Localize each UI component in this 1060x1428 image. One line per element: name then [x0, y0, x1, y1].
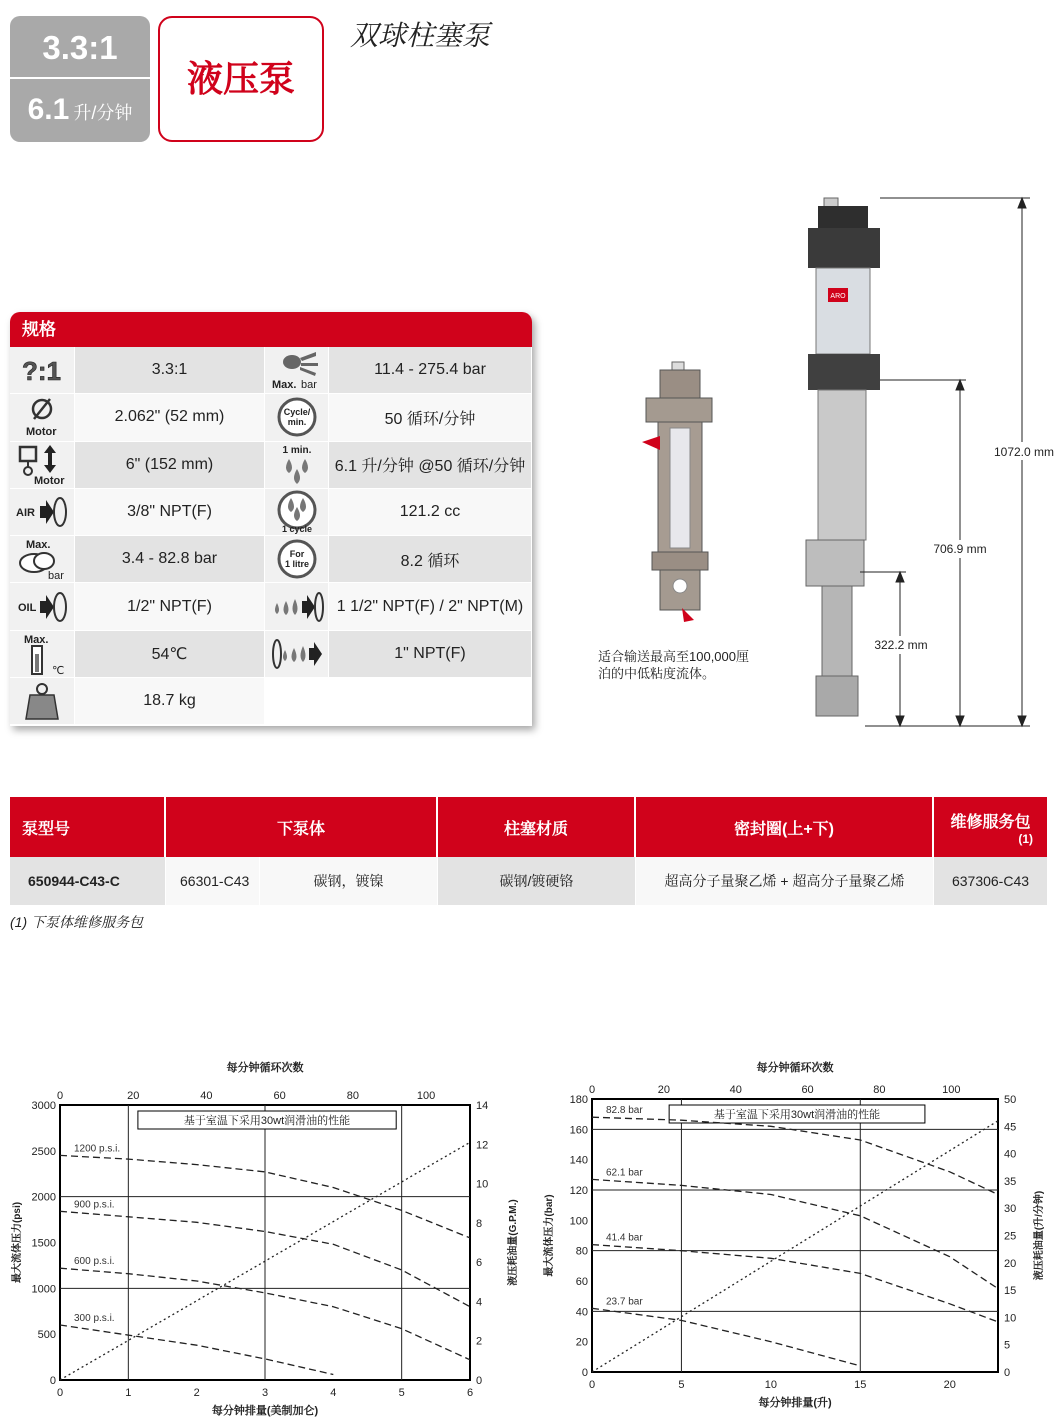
y-axis-label: 最大流体压力(psi)	[12, 1201, 23, 1284]
y2-tick-label: 10	[476, 1178, 489, 1191]
y-tick-label: 100	[569, 1215, 588, 1228]
x-tick-label: 4	[330, 1387, 337, 1399]
top-axis-label: 每分钟循环次数	[756, 1062, 834, 1074]
motor-stroke-label: Motor	[34, 474, 65, 487]
empty-value-cell	[329, 678, 532, 725]
parts-header-row	[10, 797, 1047, 857]
y2-tick-label: 0	[476, 1375, 483, 1387]
y2-tick-label: 6	[476, 1257, 483, 1270]
spec-displacement-value: 121.2 cc	[329, 489, 532, 536]
x-axis-label: 每分钟排量(美制加仑)	[211, 1405, 319, 1417]
y2-tick-label: 35	[1004, 1175, 1017, 1188]
one-cycle-label: 1 cycle	[281, 524, 312, 535]
cell-seals: 超高分子量聚乙烯 + 超高分子量聚乙烯	[636, 857, 934, 905]
top-tick-label: 0	[56, 1090, 64, 1102]
spec-motor-stroke-value: 6" (152 mm)	[75, 442, 265, 489]
cycle-min-label-2: min.	[287, 417, 306, 428]
header-lower-pump: 下泵体	[166, 797, 438, 857]
y2-tick-label: 4	[476, 1296, 483, 1309]
dim-low-label: 322.2 mm	[874, 638, 928, 652]
cell-service-kit: 637306-C43	[934, 857, 1047, 905]
spec-grid	[10, 347, 532, 725]
y2-tick-label: 5	[1004, 1339, 1011, 1352]
top-tick-label: 100	[416, 1090, 436, 1102]
flow-unit: 升/分钟	[73, 103, 133, 123]
y2-tick-label: 14	[476, 1100, 489, 1112]
celsius-label: ℃	[52, 664, 65, 676]
x-tick-label: 1	[125, 1387, 132, 1399]
flow-per-minute-icon	[265, 442, 329, 489]
y-tick-label: 40	[575, 1306, 588, 1319]
x-tick-label: 20	[943, 1379, 956, 1391]
max-temp-label: Max.	[24, 633, 49, 646]
caption-line-2: 泊的中低粘度流体。	[598, 666, 716, 681]
series-label: 82.8 bar	[606, 1105, 643, 1117]
max-fluid-pressure-icon	[265, 347, 329, 394]
series-label: 23.7 bar	[606, 1296, 643, 1308]
motor-label: Motor	[26, 426, 57, 439]
spec-fluid-outlet-value: 1" NPT(F)	[329, 631, 532, 678]
y2-tick-label: 12	[476, 1139, 489, 1152]
cell-plunger: 碳钢/镀硬铬	[438, 857, 636, 905]
header-seals: 密封圈(上+下)	[636, 797, 934, 857]
footnote: (1) 下泵体维修服务包	[10, 914, 143, 930]
oil-inlet-icon	[10, 583, 75, 630]
for-label: For	[289, 549, 304, 560]
header-service-kit	[934, 797, 1047, 857]
top-tick-label: 0	[588, 1084, 596, 1096]
y-tick-label: 80	[575, 1245, 588, 1258]
cycles-per-minute-icon	[265, 394, 329, 441]
y-tick-label: 1000	[31, 1283, 56, 1296]
cycles-per-litre-icon	[265, 536, 329, 583]
x-tick-label: 0	[588, 1379, 596, 1391]
cycle-min-label: Cycle/	[283, 407, 310, 418]
y2-tick-label: 15	[1004, 1285, 1017, 1298]
y2-tick-label: 8	[476, 1217, 483, 1230]
motor-diameter-icon	[10, 394, 75, 441]
cell-lower-pump: 66301-C43	[166, 857, 260, 905]
y-tick-label: 180	[569, 1094, 588, 1106]
dim-total-label: 1072.0 mm	[993, 445, 1055, 459]
y2-axis-label: 液压耗油量(G.P.M.)	[508, 1199, 519, 1286]
service-kit-label: 维修服务包	[950, 813, 1031, 831]
spec-max-temperature-value: 54℃	[75, 631, 265, 678]
x-tick-label: 6	[466, 1387, 474, 1399]
max-label: Max.	[271, 379, 296, 392]
page-title: 双球柱塞泵	[350, 20, 491, 51]
y2-tick-label: 2	[476, 1335, 483, 1348]
plot-frame	[592, 1099, 998, 1372]
spec-air-inlet-value: 3/8" NPT(F)	[75, 489, 265, 536]
one-min-label: 1 min.	[282, 444, 311, 456]
parts-table	[10, 797, 1047, 905]
empty-icon-cell	[265, 678, 329, 725]
fluid-outlet-icon	[265, 631, 329, 678]
dim-mid-label: 706.9 mm	[933, 542, 987, 556]
y2-tick-label: 40	[1004, 1148, 1017, 1161]
top-tick-label: 40	[200, 1090, 213, 1102]
chart-psi-svg	[0, 1055, 530, 1423]
ratio-icon	[10, 347, 75, 394]
y2-axis-label: 液压耗油量(升/分钟)	[1034, 1190, 1045, 1281]
y-tick-label: 20	[575, 1336, 588, 1349]
chart-bar-svg	[530, 1055, 1060, 1423]
y2-tick-label: 10	[1004, 1312, 1017, 1325]
x-tick-label: 5	[678, 1379, 685, 1391]
max-oil-pressure-icon	[10, 536, 75, 583]
x-tick-label: 2	[193, 1387, 200, 1399]
pump-type-badge: 液压泵	[158, 16, 324, 142]
y-tick-label: 500	[37, 1329, 56, 1342]
top-axis-label: 每分钟循环次数	[226, 1062, 304, 1074]
air-label: AIR	[16, 507, 35, 520]
y2-tick-label: 25	[1004, 1230, 1017, 1243]
spec-oil-inlet-value: 1/2" NPT(F)	[75, 583, 265, 630]
motor-stroke-icon	[10, 442, 75, 489]
series-label: 1200 p.s.i.	[74, 1143, 121, 1155]
caption-line-1: 适合输送最高至100,000厘	[598, 649, 749, 664]
flow-value: 6.1	[27, 93, 70, 126]
y2-tick-label: 45	[1004, 1121, 1017, 1134]
x-tick-label: 0	[56, 1387, 64, 1399]
series-label: 62.1 bar	[606, 1167, 643, 1179]
bar-label: bar	[300, 379, 317, 392]
top-tick-label: 80	[873, 1084, 886, 1096]
y-tick-label: 60	[575, 1276, 588, 1288]
air-inlet-icon	[10, 489, 75, 536]
service-kit-note: (1)	[1018, 831, 1033, 846]
x-axis-label: 每分钟排量(升)	[758, 1397, 832, 1409]
spec-flow-per-minute-value: 6.1 升/分钟 @50 循环/分钟	[329, 442, 532, 489]
x-tick-label: 5	[398, 1387, 405, 1399]
series-label: 900 p.s.i.	[74, 1199, 115, 1211]
brand-label: ARO	[830, 293, 846, 300]
y-tick-label: 2000	[31, 1191, 56, 1204]
one-litre-label: 1 litre	[284, 559, 309, 570]
top-tick-label: 20	[127, 1090, 140, 1102]
oil-bar-label: bar	[48, 570, 64, 582]
series-label: 41.4 bar	[606, 1232, 643, 1244]
chart-title: 基于室温下采用30wt润滑油的性能	[183, 1115, 351, 1127]
y-tick-label: 0	[581, 1367, 588, 1379]
spec-motor-diameter-value: 2.062" (52 mm)	[75, 394, 265, 441]
spec-max-fluid-pressure-value: 11.4 - 275.4 bar	[329, 347, 532, 394]
y-tick-label: 120	[569, 1185, 588, 1197]
fluid-inlet-icon	[265, 583, 329, 630]
oil-label: OIL	[18, 601, 37, 614]
chart-title: 基于室温下采用30wt润滑油的性能	[713, 1109, 881, 1121]
series-label: 600 p.s.i.	[74, 1256, 115, 1268]
ratio-value: 3.3:1	[10, 16, 150, 79]
spec-cycles-per-litre-value: 8.2 循环	[329, 536, 532, 583]
top-tick-label: 60	[801, 1084, 814, 1096]
displacement-per-cycle-icon	[265, 489, 329, 536]
x-tick-label: 15	[854, 1379, 867, 1391]
parts-data-row	[10, 857, 1047, 905]
flow-badge	[10, 79, 150, 140]
y2-tick-label: 20	[1004, 1257, 1017, 1270]
cutaway-pump-image	[642, 362, 712, 622]
x-tick-label: 3	[261, 1387, 269, 1399]
cell-model: 650944-C43-C	[10, 857, 166, 905]
y2-tick-label: 30	[1004, 1203, 1017, 1216]
svg-text:?:1: ?:1	[22, 356, 61, 386]
spec-cycles-per-minute-value: 50 循环/分钟	[329, 394, 532, 441]
max-oil-label: Max.	[26, 539, 51, 552]
chart-psi	[0, 1055, 530, 1428]
header-plunger: 柱塞材质	[438, 797, 636, 857]
spec-ratio-value: 3.3:1	[75, 347, 265, 394]
series-label: 300 p.s.i.	[74, 1313, 115, 1324]
y-tick-label: 2500	[31, 1145, 56, 1158]
y-axis-label: 最大流体压力(bar)	[544, 1194, 555, 1277]
spec-fluid-inlet-value: 1 1/2" NPT(F) / 2" NPT(M)	[329, 583, 532, 630]
top-tick-label: 40	[729, 1084, 742, 1096]
y-tick-label: 140	[569, 1154, 588, 1167]
top-tick-label: 80	[346, 1090, 359, 1102]
pump-caption	[598, 648, 778, 682]
y-tick-label: 1500	[31, 1237, 56, 1250]
weight-icon	[10, 678, 75, 725]
top-tick-label: 100	[942, 1084, 961, 1096]
cell-material: 碳钢，镀镍	[260, 857, 438, 905]
spec-weight-value: 18.7 kg	[75, 678, 265, 725]
ratio-badge	[10, 16, 150, 142]
spec-max-oil-pressure-value: 3.4 - 82.8 bar	[75, 536, 265, 583]
max-temperature-icon	[10, 631, 75, 678]
y2-tick-label: 0	[1004, 1367, 1011, 1379]
x-tick-label: 10	[764, 1379, 777, 1391]
top-tick-label: 20	[657, 1084, 670, 1096]
header-model: 泵型号	[10, 797, 166, 857]
chart-bar	[530, 1055, 1060, 1428]
y-tick-label: 3000	[31, 1100, 56, 1112]
y2-tick-label: 50	[1004, 1094, 1017, 1106]
y-tick-label: 0	[49, 1375, 56, 1387]
spec-table	[10, 312, 532, 726]
spec-heading: 规格	[10, 312, 532, 347]
y-tick-label: 160	[569, 1124, 588, 1137]
top-tick-label: 60	[273, 1090, 286, 1102]
